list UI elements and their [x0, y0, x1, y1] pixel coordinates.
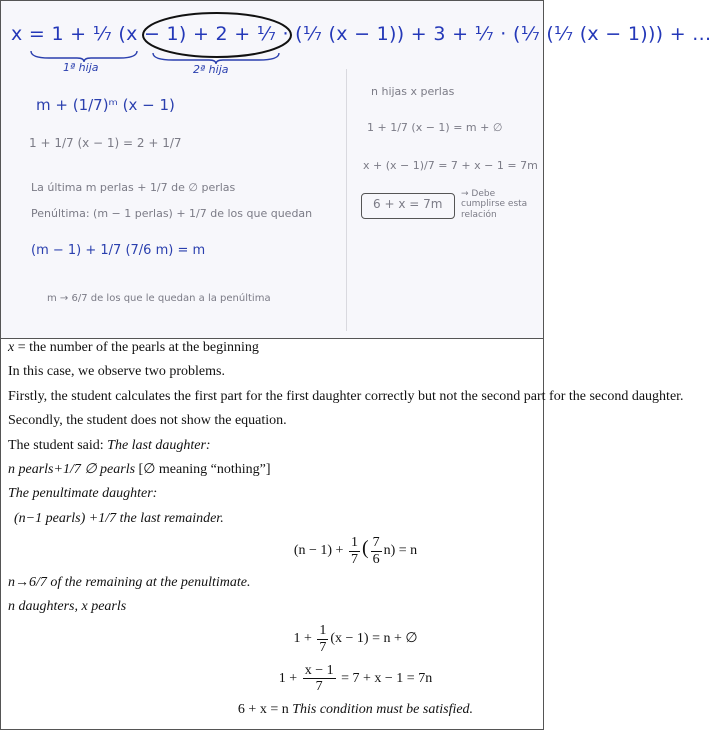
- eq2-left: 1 +: [293, 631, 316, 647]
- handwritten-right-note: → Debe cumplirse esta relación: [461, 189, 528, 220]
- transcript-second-problem: Secondly, the student does not show the equation.: [8, 413, 287, 429]
- eq1-inner-denominator: 6: [372, 551, 380, 567]
- equation-first-daughter: [8, 623, 703, 655]
- handwritten-work-photo: [1, 1, 711, 339]
- nothing-meaning-note: [∅ meaning “nothing”]: [135, 461, 271, 477]
- eq1-fraction: [349, 535, 360, 567]
- eq2-right: (x − 1) = n + ∅: [330, 631, 418, 647]
- equation-condition: [8, 702, 703, 719]
- handwritten-right-line-2: 1 + 1/7 (x − 1) = m + ∅: [367, 121, 503, 134]
- transcript-section: [8, 340, 703, 726]
- condition-note: This condition must be satisfied.: [292, 702, 474, 718]
- handwritten-left-line-3: La última m perlas + 1/7 de ∅ perlas: [31, 181, 236, 194]
- transcript-penultimate-quote: (n−1 pearls) +1/7 the last remainder.: [14, 510, 224, 526]
- handwritten-right-line-1: n hijas x perlas: [371, 85, 455, 98]
- transcript-remaining-note: n→6/7 of the remaining at the penultimate.: [8, 574, 251, 590]
- eq1-inner-fraction: [371, 535, 382, 567]
- transcript-student-said: [8, 438, 703, 455]
- eq2-denominator: 7: [319, 639, 327, 655]
- handwritten-right-line-3: x + (x − 1)/7 = 7 + x − 1 = 7m: [363, 159, 538, 172]
- student-said-text: The student said:: [8, 437, 108, 453]
- eq3-fraction: [303, 663, 336, 695]
- transcript-daughters-pearls: n daughters, x pearls: [8, 598, 127, 614]
- handwritten-left-line-2: 1 + 1/7 (x − 1) = 2 + 1/7: [29, 136, 182, 150]
- last-daughter-label: The last daughter:: [107, 437, 211, 453]
- eq1-inner-numerator: 7: [372, 535, 380, 551]
- eq3-denominator: 7: [315, 679, 323, 695]
- first-daughter-label: 1ª hija: [63, 61, 99, 74]
- eq1-numerator: 1: [350, 535, 358, 551]
- page-divider-line: [346, 69, 347, 331]
- handwritten-left-line-4: Penúltima: (m − 1 perlas) + 1/7 de los que quedan: [31, 207, 313, 220]
- eq3-numerator: x − 1: [304, 662, 334, 678]
- handwritten-left-line-6: m → 6/7 de los que le quedan a la penúltima: [47, 293, 271, 304]
- eq4-math: 6 + x = n: [237, 702, 293, 718]
- transcript-last-daughter: [8, 462, 703, 479]
- handwritten-left-line-1: m + (1/7)ᵐ (x − 1): [36, 96, 175, 114]
- handwritten-left-line-5: (m − 1) + 1/7 (7/6 m) = m: [31, 243, 206, 258]
- eq1-open-paren: (: [361, 537, 369, 560]
- equation-simplified: [8, 663, 703, 695]
- handwritten-boxed-equation: 6 + x = 7m: [373, 197, 443, 211]
- eq2-fraction: [317, 623, 328, 655]
- eq1-right: n) = n: [383, 543, 418, 559]
- eq2-numerator: 1: [319, 623, 327, 639]
- transcript-definition: [8, 340, 703, 357]
- eq1-denominator: 7: [350, 551, 358, 567]
- transcript-penultimate-label: The penultimate daughter:: [8, 486, 158, 502]
- eq3-left: 1 +: [278, 670, 301, 686]
- transcript-first-problem: Firstly, the student calculates the first part for the first daughter correctly but not the second part for the second daughter.: [8, 388, 684, 404]
- eq1-left: (n − 1) +: [293, 543, 347, 559]
- equation-penultimate: [8, 535, 703, 567]
- transcript-intro: In this case, we observe two problems.: [8, 364, 225, 380]
- variable-x: x: [8, 340, 15, 355]
- second-daughter-label: 2ª hija: [193, 63, 229, 76]
- definition-text: = the number of the pearls at the beginning: [14, 340, 259, 355]
- eq3-right: = 7 + x − 1 = 7n: [337, 670, 433, 686]
- last-daughter-quote: n pearls+1/7 ∅ pearls: [8, 461, 136, 477]
- handwritten-main-equation: x = 1 + ¹⁄₇ (x − 1) + 2 + ¹⁄₇ · (¹⁄₇ (x − 1)) + 3 + ¹⁄₇ · (¹⁄₇ (¹⁄₇ (x − 1))) + ...: [11, 23, 711, 45]
